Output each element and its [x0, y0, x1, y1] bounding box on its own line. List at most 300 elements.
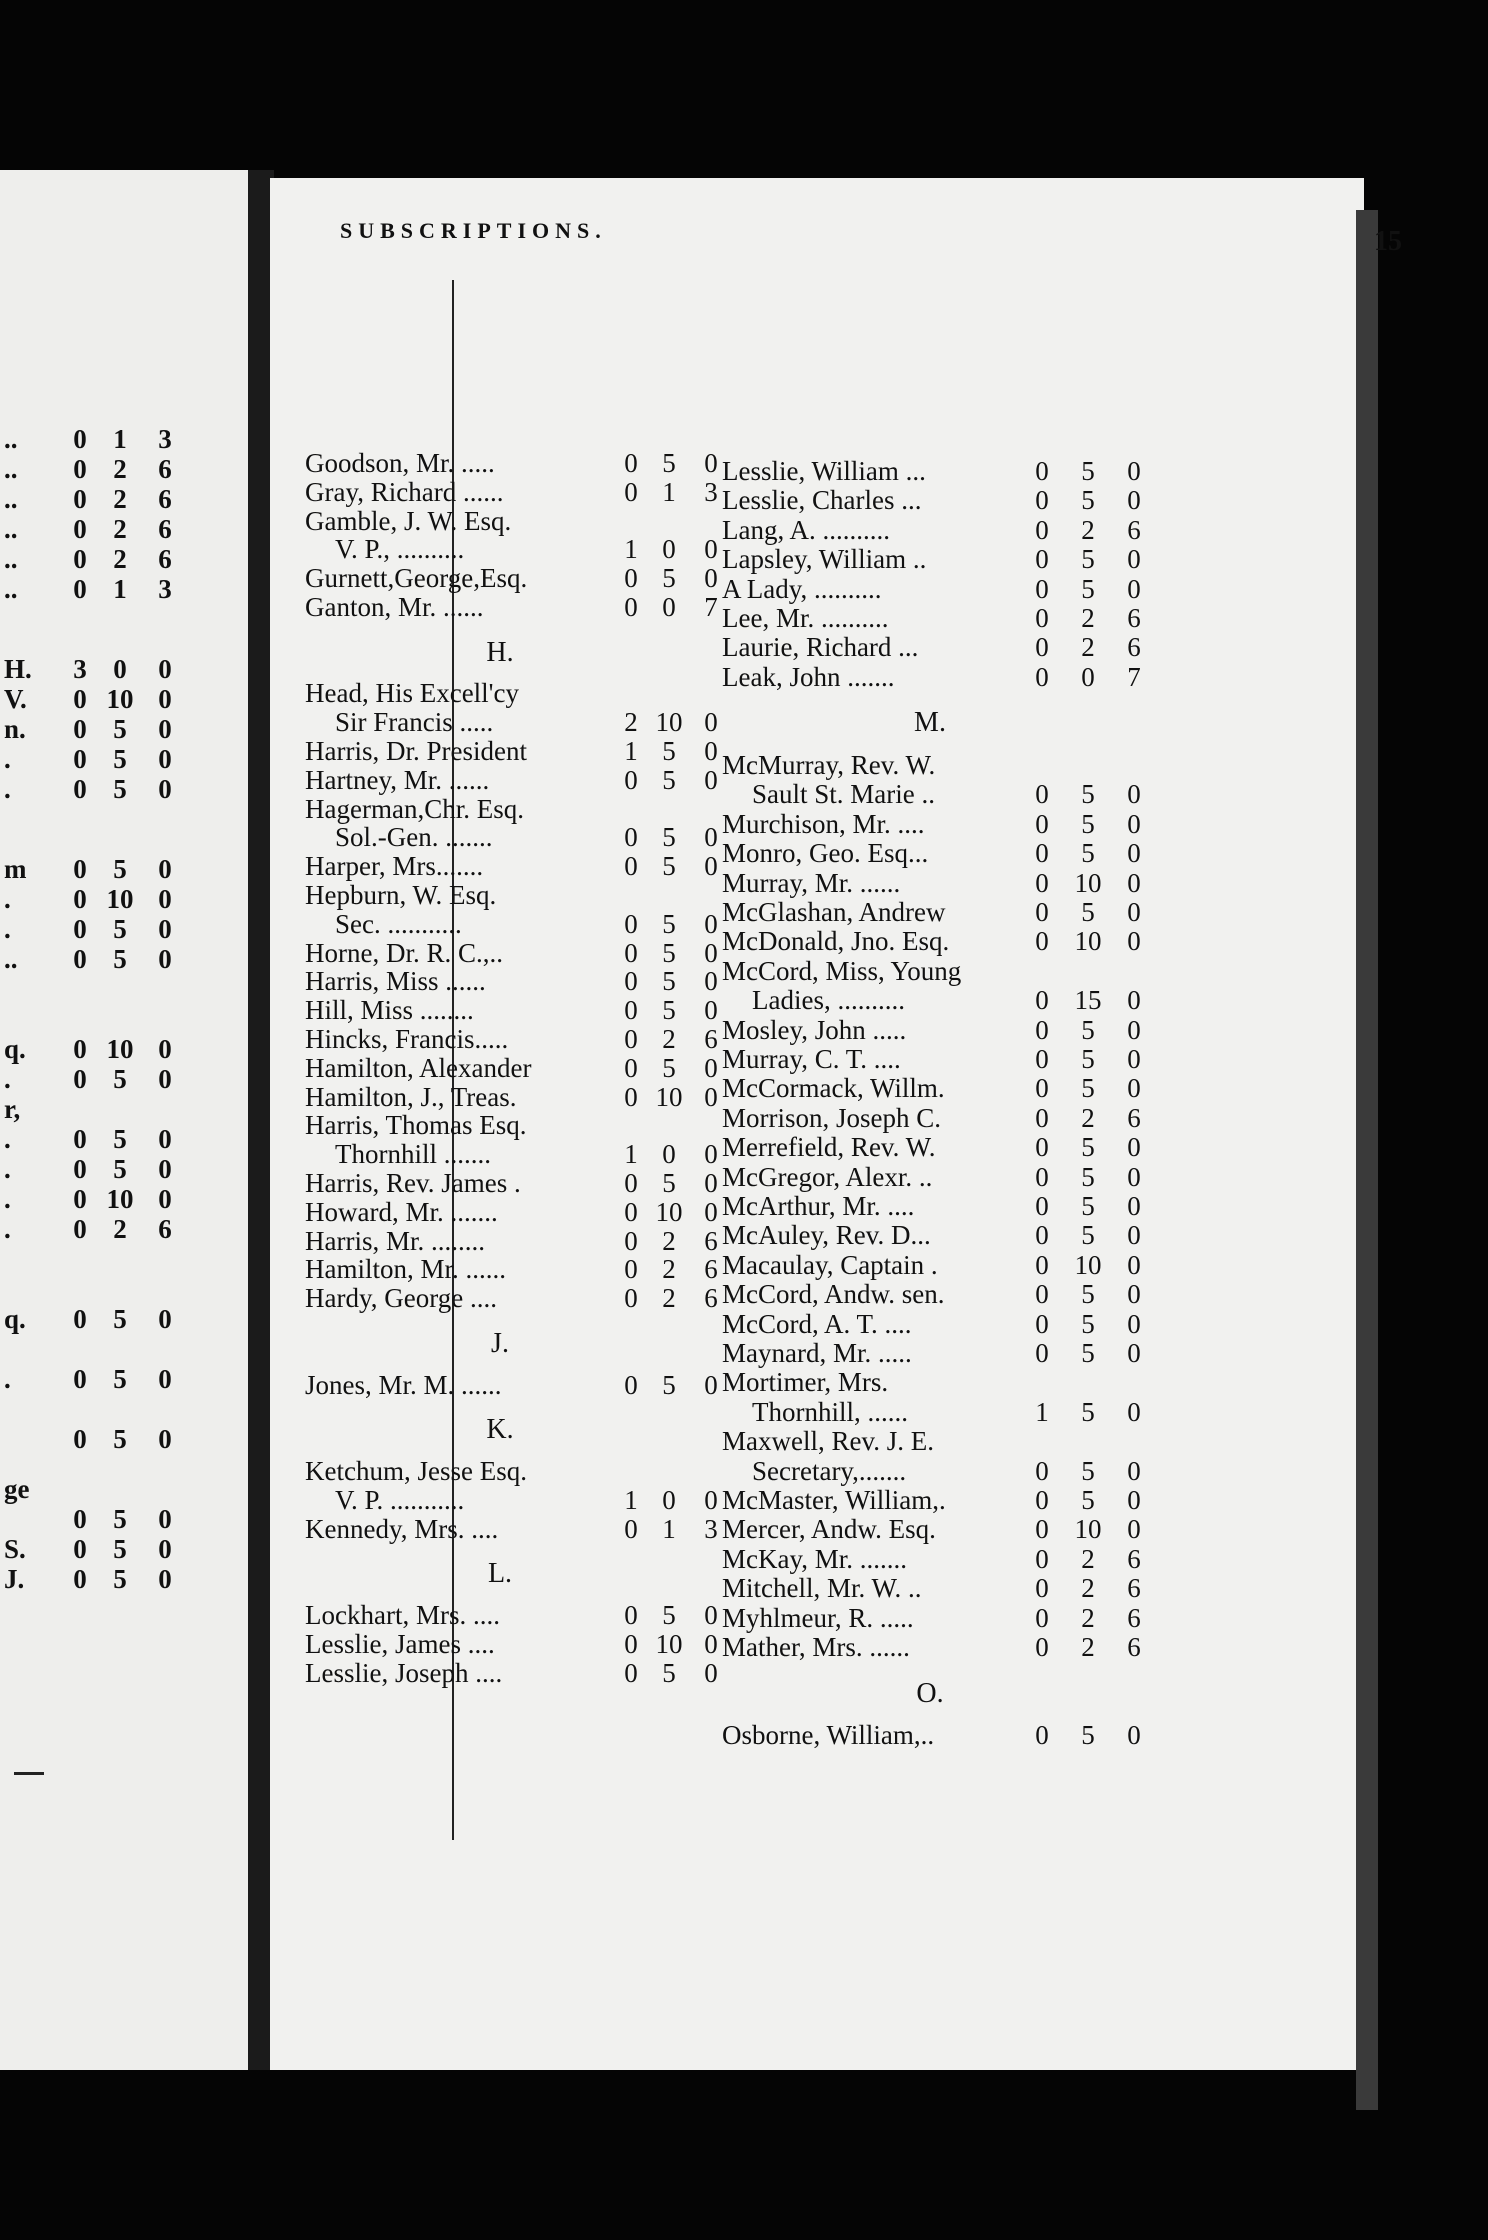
subscriber-row	[722, 1309, 1172, 1339]
pence-amount: 6	[1127, 1602, 1141, 1633]
subscriber-name: Hamilton, Mr. ......	[305, 1254, 506, 1285]
subscriber-name: Harris, Thomas Esq.	[305, 1110, 527, 1141]
left-page-fragment: V.	[4, 684, 27, 714]
pence-amount: 0	[1127, 1308, 1141, 1339]
pence-amount: 0	[1127, 1132, 1141, 1163]
left-page-amount: 0	[73, 514, 87, 544]
left-page-fragment: .	[4, 914, 11, 944]
left-page-amount: 5	[113, 774, 127, 804]
subscriber-name: Lesslie, William ...	[722, 456, 926, 486]
pounds-amount: 1	[624, 534, 638, 565]
left-page-row	[0, 424, 258, 456]
pence-amount: 0	[1127, 1073, 1141, 1104]
pence-amount: 6	[704, 1024, 718, 1054]
subscriber-row	[305, 1658, 735, 1688]
pence-amount: 0	[1127, 573, 1141, 604]
subscriber-row	[305, 822, 735, 852]
subscriber-name: Mitchell, Mr. W. ..	[722, 1573, 922, 1604]
subscriber-row	[722, 485, 1172, 515]
subscriber-name: Myhlmeur, R. .....	[722, 1602, 914, 1633]
left-page-amount: 5	[113, 854, 127, 884]
pounds-amount: 0	[1035, 1514, 1049, 1545]
subscriber-row	[305, 1197, 735, 1227]
pence-amount: 6	[704, 1225, 718, 1256]
subscriber-name: Ketchum, Jesse Esq.	[305, 1456, 527, 1486]
left-page-amount: 0	[73, 484, 87, 514]
pence-amount: 0	[704, 1657, 718, 1688]
subscriber-row	[722, 1544, 1172, 1574]
subscriber-row	[305, 592, 735, 622]
left-page-amount: 0	[73, 1504, 87, 1534]
pence-amount: 0	[704, 707, 718, 738]
shillings-amount: 2	[1081, 1102, 1095, 1133]
shillings-amount: 2	[662, 1283, 676, 1314]
left-page-fragment: ..	[4, 944, 18, 974]
subscriber-row	[722, 1573, 1172, 1603]
subscriber-row	[722, 985, 1172, 1015]
subscriber-name: McGlashan, Andrew	[722, 897, 946, 927]
left-page-fragment: ..	[4, 544, 18, 574]
shillings-amount: 5	[1081, 779, 1095, 810]
subscriber-name: A Lady, ..........	[722, 573, 882, 604]
left-page-fragment: .	[4, 744, 11, 774]
subscriber-name: Hardy, George ....	[305, 1283, 497, 1314]
subscriber-row	[722, 1720, 1172, 1750]
left-page-row	[0, 774, 258, 806]
shillings-amount: 5	[662, 937, 676, 968]
subscriber-name: Gray, Richard ......	[305, 476, 504, 507]
pence-amount: 0	[704, 1052, 718, 1083]
pounds-amount: 0	[1035, 1102, 1049, 1133]
left-page-amount: 0	[73, 944, 87, 974]
left-page-amount: 3	[73, 654, 87, 684]
shillings-amount: 5	[662, 448, 676, 478]
left-page-row	[0, 1424, 258, 1456]
pence-amount: 0	[704, 534, 718, 565]
shillings-amount: 5	[662, 822, 676, 853]
pounds-amount: 0	[1035, 1573, 1049, 1604]
left-page-amount: 6	[158, 484, 172, 514]
subscriber-row	[722, 1162, 1172, 1192]
left-page-fragment: .	[4, 1124, 11, 1154]
pence-amount: 0	[704, 995, 718, 1026]
subscriber-name: Sir Francis .....	[335, 707, 494, 738]
left-page-row	[0, 1154, 258, 1186]
left-page-row	[0, 1564, 258, 1596]
subscriber-row	[305, 506, 735, 536]
subscriber-row	[722, 838, 1172, 868]
shillings-amount: 10	[1074, 1249, 1102, 1280]
subscriber-row	[722, 1132, 1172, 1162]
pence-amount: 0	[1127, 985, 1141, 1016]
subscriber-name: Leak, John .......	[722, 661, 895, 692]
shillings-amount: 10	[655, 707, 683, 738]
pence-amount: 0	[704, 1628, 718, 1659]
subscriber-row	[305, 966, 735, 996]
pence-amount: 0	[1127, 1338, 1141, 1368]
shillings-amount: 5	[662, 1600, 676, 1630]
left-page-fragment: H.	[4, 654, 32, 684]
subscriber-row	[305, 1254, 735, 1284]
subscriber-row	[305, 909, 735, 939]
left-page-amount: 2	[113, 514, 127, 544]
left-page-fragment: q.	[4, 1034, 26, 1064]
shillings-amount: 2	[662, 1024, 676, 1054]
left-page-amount: 3	[158, 424, 172, 454]
left-page-row	[0, 1034, 258, 1066]
subscriber-row	[722, 662, 1172, 692]
pounds-amount: 0	[1035, 808, 1049, 839]
pounds-amount: 0	[624, 995, 638, 1026]
subscriber-name: Secretary,.......	[752, 1455, 907, 1486]
left-page-amount: 0	[158, 1424, 172, 1454]
shillings-amount: 0	[662, 1484, 676, 1515]
left-page-amount: 6	[158, 454, 172, 484]
left-page-row	[0, 544, 258, 576]
subscriber-name: McCormack, Willm.	[722, 1073, 945, 1104]
subscriber-row	[305, 1168, 735, 1198]
subscriber-name: McArthur, Mr. ....	[722, 1191, 915, 1221]
left-page-fragment: .	[4, 1214, 11, 1244]
left-page-amount: 5	[113, 1504, 127, 1534]
pence-amount: 0	[1127, 1514, 1141, 1545]
subscriber-row	[722, 632, 1172, 662]
left-page-amount: 5	[113, 914, 127, 944]
left-page-amount: 0	[73, 1564, 87, 1594]
subscriber-row	[722, 1279, 1172, 1309]
pounds-amount: 0	[624, 1225, 638, 1256]
pounds-amount: 0	[1035, 926, 1049, 957]
shillings-amount: 5	[1081, 1014, 1095, 1045]
subscriber-name: Macaulay, Captain .	[722, 1249, 938, 1280]
pounds-amount: 0	[1035, 1338, 1049, 1368]
pounds-amount: 0	[1035, 632, 1049, 663]
pence-amount: 3	[704, 1513, 718, 1544]
left-page-amount: 0	[158, 914, 172, 944]
pounds-amount: 0	[624, 1657, 638, 1688]
left-page-amount: 5	[113, 1064, 127, 1094]
pence-amount: 0	[1127, 1485, 1141, 1515]
pence-amount: 0	[704, 966, 718, 997]
left-page-fragment: .	[4, 1184, 11, 1214]
subscriber-name: Merrefield, Rev. W.	[722, 1132, 936, 1163]
pence-amount: 0	[704, 1196, 718, 1227]
pounds-amount: 0	[1035, 544, 1049, 575]
page-edge-shadow	[1356, 210, 1378, 2110]
subscriber-row	[305, 1485, 735, 1515]
subscriber-row	[722, 779, 1172, 809]
subscriber-name: Lapsley, William ..	[722, 544, 927, 575]
shillings-amount: 5	[1081, 1191, 1095, 1221]
pounds-amount: 1	[1035, 1396, 1049, 1427]
subscriber-name: McKay, Mr. .......	[722, 1543, 907, 1574]
left-page-fragment: S.	[4, 1534, 26, 1564]
pounds-amount: 0	[1035, 897, 1049, 927]
subscriber-row	[305, 1082, 735, 1112]
subscriber-name: Harris, Miss ......	[305, 966, 486, 997]
subscriber-name: Kennedy, Mrs. ....	[305, 1513, 499, 1544]
left-page-row	[0, 574, 258, 606]
shillings-amount: 5	[1081, 1338, 1095, 1368]
pence-amount: 0	[1127, 926, 1141, 957]
left-page-row	[0, 714, 258, 746]
left-page-row	[0, 1504, 258, 1536]
subscriber-name: Horne, Dr. R. C.,..	[305, 937, 503, 968]
pence-amount: 0	[1127, 1220, 1141, 1251]
pence-amount: 0	[1127, 1161, 1141, 1192]
pounds-amount: 0	[1035, 573, 1049, 604]
subscriber-name: Lockhart, Mrs. ....	[305, 1600, 500, 1630]
shillings-amount: 5	[1081, 1279, 1095, 1310]
left-page-row	[0, 654, 258, 686]
left-page-amount: 0	[158, 714, 172, 744]
shillings-amount: 5	[1081, 1485, 1095, 1515]
pounds-amount: 0	[1035, 1720, 1049, 1751]
pounds-amount: 0	[624, 937, 638, 968]
subscriber-row	[722, 456, 1172, 486]
left-page-fragment: .	[4, 1154, 11, 1184]
left-page-amount: 0	[73, 574, 87, 604]
subscriber-row	[305, 448, 735, 478]
subscriber-name: Jones, Mr. M. ......	[305, 1369, 502, 1400]
subscriber-name: McAuley, Rev. D...	[722, 1220, 931, 1251]
subscriber-row	[305, 1456, 735, 1486]
shillings-amount: 10	[1074, 926, 1102, 957]
left-page-fragment: q.	[4, 1304, 26, 1334]
subscriber-name: Monro, Geo. Esq...	[722, 838, 929, 869]
left-page-amount: 5	[113, 1304, 127, 1334]
left-page-amount: 0	[158, 654, 172, 684]
shillings-amount: 1	[662, 1513, 676, 1544]
left-page-amount: 0	[73, 1214, 87, 1244]
subscriber-name: Mortimer, Mrs.	[722, 1367, 889, 1398]
shillings-amount: 5	[662, 736, 676, 766]
subscriber-row	[722, 1044, 1172, 1074]
shillings-amount: 2	[1081, 1602, 1095, 1633]
left-page-amount: 1	[113, 424, 127, 454]
pence-amount: 0	[1127, 1279, 1141, 1310]
pence-amount: 0	[1127, 544, 1141, 575]
shillings-amount: 10	[1074, 1514, 1102, 1545]
pence-amount: 0	[1127, 838, 1141, 869]
left-page-amount: 0	[73, 1364, 87, 1394]
subscriber-row	[305, 563, 735, 593]
subscriber-row	[722, 1220, 1172, 1250]
subscriber-name: Hamilton, J., Treas.	[305, 1081, 517, 1112]
left-page-row	[0, 484, 258, 516]
pence-amount: 0	[1127, 1396, 1141, 1427]
subscriber-row	[722, 956, 1172, 986]
pence-amount: 6	[1127, 1573, 1141, 1604]
pence-amount: 0	[704, 1600, 718, 1630]
subscriber-name: Ganton, Mr. ......	[305, 592, 484, 622]
left-page-row	[0, 914, 258, 946]
pounds-amount: 0	[1035, 1132, 1049, 1163]
shillings-amount: 5	[1081, 838, 1095, 869]
subscriber-name: Hartney, Mr. ......	[305, 764, 490, 795]
subscriber-row	[722, 1073, 1172, 1103]
pence-amount: 0	[1127, 1455, 1141, 1486]
subscriber-name: Osborne, William,..	[722, 1720, 935, 1751]
left-page-amount: 0	[158, 1124, 172, 1154]
subscriber-row	[722, 1456, 1172, 1486]
left-page-row	[0, 1184, 258, 1216]
subscriber-row	[722, 1397, 1172, 1427]
pounds-amount: 0	[624, 966, 638, 997]
pence-amount: 0	[704, 1168, 718, 1198]
pence-amount: 0	[704, 1081, 718, 1112]
left-page-amount: 1	[113, 574, 127, 604]
subscriber-row	[305, 477, 735, 507]
pence-amount: 0	[704, 736, 718, 766]
pounds-amount: 0	[624, 1024, 638, 1054]
left-page-row	[0, 854, 258, 886]
shillings-amount: 5	[1081, 1455, 1095, 1486]
left-page-amount: 5	[113, 1364, 127, 1394]
subscriber-row	[722, 1191, 1172, 1221]
shillings-amount: 5	[662, 966, 676, 997]
left-page-row	[0, 884, 258, 916]
pence-amount: 0	[704, 563, 718, 594]
subscriber-row	[722, 574, 1172, 604]
subscriber-name: Sault St. Marie ..	[752, 779, 935, 810]
left-page-row	[0, 744, 258, 776]
pence-amount: 6	[1127, 1632, 1141, 1662]
subscriber-row	[305, 736, 735, 766]
pounds-amount: 0	[1035, 1455, 1049, 1486]
subscriber-row	[722, 868, 1172, 898]
shillings-amount: 2	[662, 1225, 676, 1256]
shillings-amount: 15	[1074, 985, 1102, 1016]
left-page-amount: 5	[113, 1154, 127, 1184]
left-page-amount: 5	[113, 744, 127, 774]
left-page-amount: 0	[73, 884, 87, 914]
subscriber-row	[305, 534, 735, 564]
left-page-amount: 0	[73, 1304, 87, 1334]
left-page-amount: 0	[158, 1364, 172, 1394]
pounds-amount: 0	[1035, 867, 1049, 898]
shillings-amount: 10	[655, 1081, 683, 1112]
subscriber-row	[305, 1514, 735, 1544]
pence-amount: 6	[704, 1254, 718, 1285]
left-page-amount: 0	[158, 854, 172, 884]
shillings-amount: 10	[655, 1628, 683, 1659]
left-page-amount: 2	[113, 484, 127, 514]
left-page-amount: 2	[113, 544, 127, 574]
left-page-fragment: n.	[4, 714, 26, 744]
left-page-amount: 0	[73, 1154, 87, 1184]
left-page-row	[0, 1474, 258, 1506]
running-header: SUBSCRIPTIONS.	[340, 218, 607, 243]
subscriber-row	[305, 1370, 735, 1400]
left-page-amount: 0	[73, 1034, 87, 1064]
pounds-amount: 0	[1035, 1014, 1049, 1045]
subscriber-name: Gurnett,George,Esq.	[305, 563, 528, 594]
shillings-amount: 2	[1081, 1573, 1095, 1604]
shillings-amount: 0	[662, 534, 676, 565]
pence-amount: 7	[1127, 661, 1141, 692]
shillings-amount: 5	[662, 908, 676, 939]
shillings-amount: 1	[662, 476, 676, 507]
pounds-amount: 0	[1035, 1279, 1049, 1310]
subscriber-row	[305, 678, 735, 708]
subscriber-row	[722, 1485, 1172, 1515]
pounds-amount: 0	[624, 1600, 638, 1630]
pence-amount: 0	[704, 764, 718, 795]
left-page-amount: 0	[73, 914, 87, 944]
shillings-amount: 5	[1081, 897, 1095, 927]
shillings-amount: 5	[1081, 1132, 1095, 1163]
section-letter-m: M.	[914, 707, 946, 739]
left-page-amount: 6	[158, 514, 172, 544]
shillings-amount: 5	[662, 563, 676, 594]
shillings-amount: 2	[1081, 1543, 1095, 1574]
left-page-amount: 10	[106, 1184, 134, 1214]
subscriber-row	[305, 1629, 735, 1659]
subscriber-name: Hagerman,Chr. Esq.	[305, 793, 524, 824]
pounds-amount: 0	[1035, 1191, 1049, 1221]
subscriber-name: Sec. ...........	[335, 908, 462, 939]
left-page-fragment: ..	[4, 484, 18, 514]
left-page-rule	[14, 1772, 44, 1775]
subscriber-row	[305, 1024, 735, 1054]
left-page-amount: 0	[158, 1034, 172, 1064]
subscriber-row	[722, 1426, 1172, 1456]
shillings-amount: 5	[1081, 808, 1095, 839]
pence-amount: 6	[1127, 632, 1141, 663]
subscriber-name: Lang, A. ..........	[722, 514, 890, 545]
left-page-amount: 10	[106, 1034, 134, 1064]
shillings-amount: 10	[1074, 867, 1102, 898]
shillings-amount: 0	[662, 1139, 676, 1170]
subscriber-row	[722, 1338, 1172, 1368]
left-page-amount: 0	[158, 1184, 172, 1214]
pence-amount: 0	[1127, 1044, 1141, 1074]
subscriber-name: Maxwell, Rev. J. E.	[722, 1426, 934, 1457]
pence-amount: 0	[704, 822, 718, 853]
left-page-amount: 2	[113, 1214, 127, 1244]
pounds-amount: 0	[1035, 456, 1049, 486]
pounds-amount: 0	[1035, 1161, 1049, 1192]
shillings-amount: 5	[662, 1369, 676, 1400]
subscriber-name: Thornhill .......	[335, 1139, 491, 1170]
subscriber-name: Howard, Mr. .......	[305, 1196, 498, 1227]
left-page-amount: 0	[73, 854, 87, 884]
shillings-amount: 5	[1081, 1044, 1095, 1074]
left-page-fragment: ..	[4, 424, 18, 454]
subscriber-name: McGregor, Alexr. ..	[722, 1161, 933, 1192]
pounds-amount: 0	[624, 1052, 638, 1083]
left-page-amount: 0	[158, 884, 172, 914]
subscriber-name: Harper, Mrs.......	[305, 851, 484, 882]
pounds-amount: 0	[624, 1628, 638, 1659]
subscriber-name: V. P. ...........	[335, 1484, 465, 1515]
subscriber-name: Murchison, Mr. ....	[722, 808, 925, 839]
left-page-amount: 0	[158, 1564, 172, 1594]
shillings-amount: 5	[1081, 1220, 1095, 1251]
pence-amount: 6	[1127, 603, 1141, 633]
subscriber-row	[722, 1015, 1172, 1045]
pence-amount: 0	[704, 1139, 718, 1170]
subscriber-row	[305, 1053, 735, 1083]
left-page-fragment: J.	[4, 1564, 25, 1594]
pounds-amount: 0	[624, 1513, 638, 1544]
pence-amount: 0	[1127, 808, 1141, 839]
pounds-amount: 0	[624, 1081, 638, 1112]
subscriber-row	[722, 515, 1172, 545]
left-page-amount: 0	[158, 774, 172, 804]
subscriber-row	[305, 1110, 735, 1140]
